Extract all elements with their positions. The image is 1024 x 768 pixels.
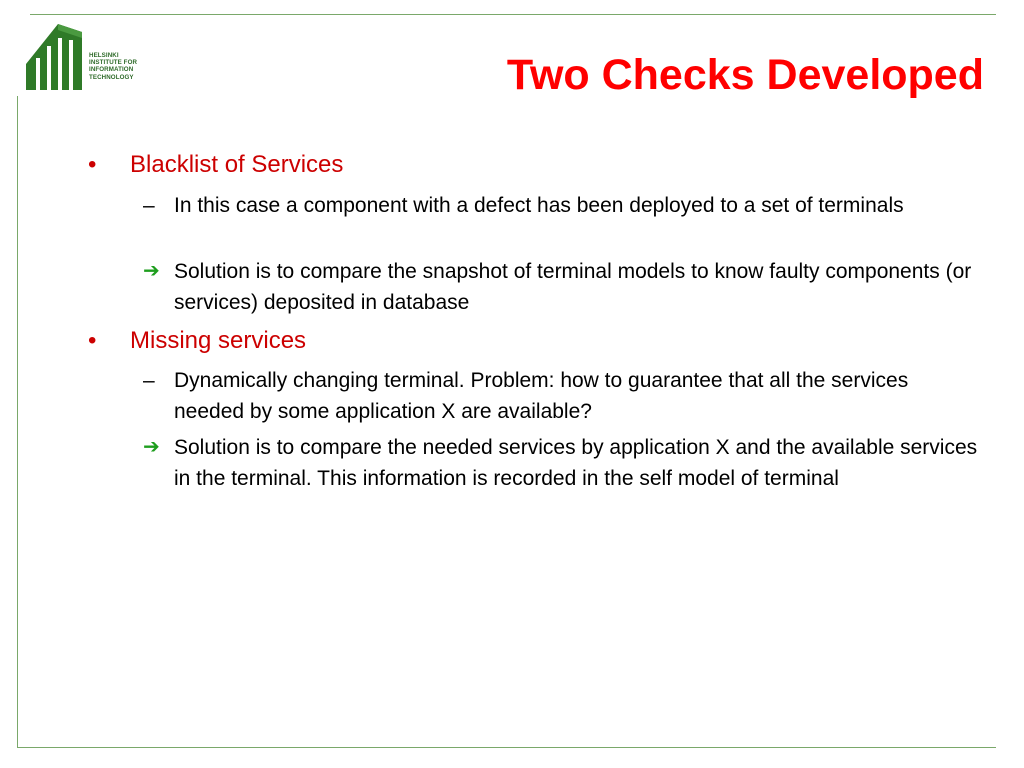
dash-marker: – xyxy=(143,194,155,217)
logo-line: HELSINKI xyxy=(89,52,119,59)
logo-line: INSTITUTE FOR xyxy=(89,59,138,67)
dash-marker: – xyxy=(143,369,155,392)
sub-bullet-text: Dynamically changing terminal. Problem: how to guarantee that all the services needed by some application X are available? xyxy=(174,369,909,423)
arrow-right-icon: ➔ xyxy=(143,260,160,282)
logo-line: TECHNOLOGY xyxy=(89,73,134,81)
arrow-right-icon: ➔ xyxy=(143,436,160,458)
logo-line: INFORMATION xyxy=(89,66,134,74)
bullet-text: Missing services xyxy=(130,327,307,354)
bullet-marker: • xyxy=(88,151,97,178)
sub-bullet-text: Solution is to compare the snapshot of terminal models to know faulty components (or services) deposited in database xyxy=(174,260,972,314)
slide-title: Two Checks Developed xyxy=(506,51,984,99)
sub-bullet-text: Solution is to compare the needed services by application X and the available services in the terminal. This information is recorded in the self model of terminal xyxy=(174,436,978,490)
bullet-text: Blacklist of Services xyxy=(130,151,344,178)
bullet-marker: • xyxy=(88,327,97,354)
sub-bullet-text: In this case a component with a defect has been deployed to a set of terminals xyxy=(174,194,904,217)
